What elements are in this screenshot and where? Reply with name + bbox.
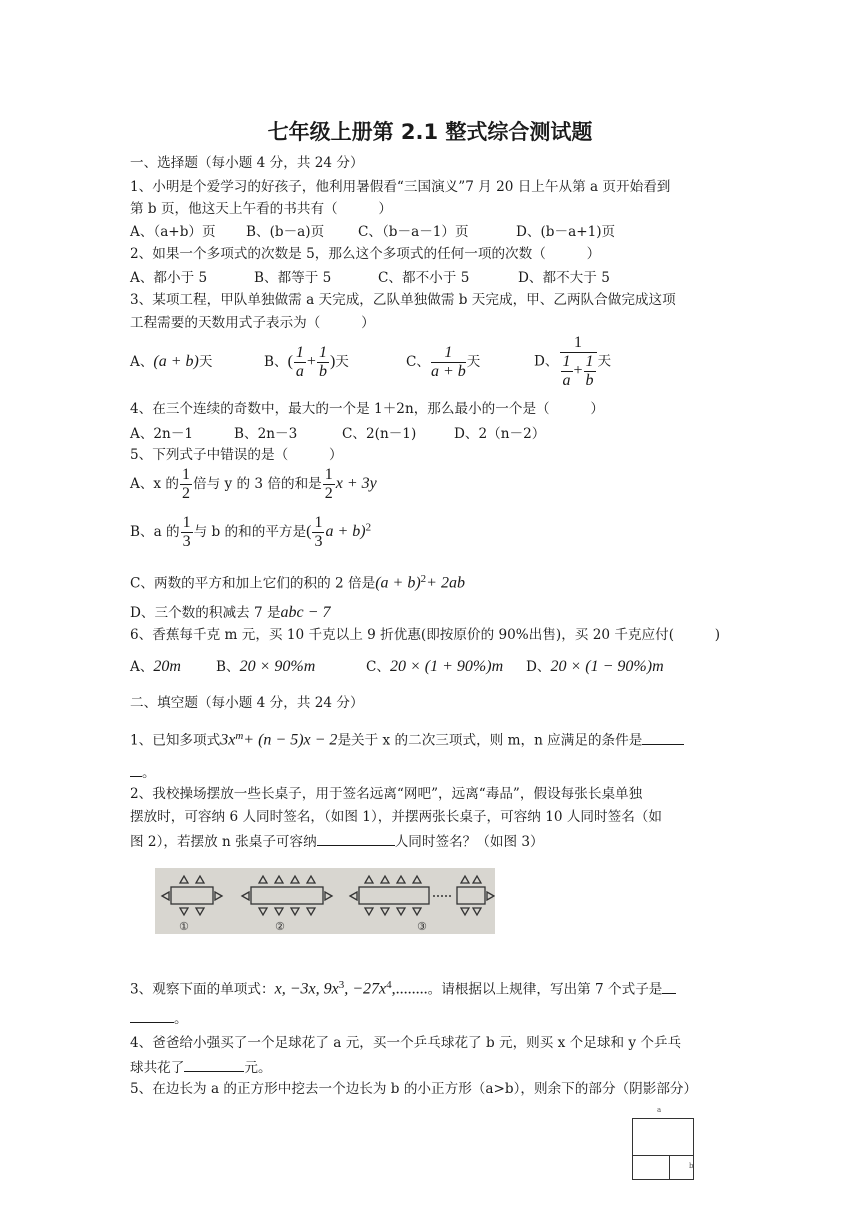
- q6-option-b: 20 × 90%m: [239, 657, 316, 675]
- q6-option-a: 20m: [153, 657, 181, 675]
- q1-stem-line2: 第 b 页，他这天上午看的书共有（ ）: [130, 201, 393, 217]
- q3-option-b-frac2: $\frac{1}{b}$: [318, 343, 327, 380]
- square-side-a-label: a: [657, 1106, 662, 1114]
- page-title: 七年级上册第 2.1 整式综合测试题: [267, 120, 593, 144]
- q2-option-a: A、都小于 5: [130, 269, 208, 286]
- q3-stem-line1: 3、某项工程，甲队单独做需 a 天完成，乙队单独做需 b 天完成，甲、乙两队合做完成这项: [130, 292, 676, 308]
- q2-options: [130, 268, 610, 287]
- q6-stem: 6、香蕉每千克 m 元，买 10 千克以上 9 折优惠(即按原价的 90%出售)，买 20 千克应付( ): [130, 627, 721, 643]
- f2-line3: 图 2），若摆放 n 张桌子可容纳 人同时签名？（如图 3）: [130, 831, 544, 851]
- f4-line1: 4、爸爸给小强买了一个足球花了 a 元，买一个乒乓球花了 b 元，则买 x 个足球和 y 个乒乓: [130, 1035, 682, 1051]
- q3-option-c-label: C、: [406, 353, 430, 370]
- q4-stem: 4、在三个连续的奇数中，最大的一个是 1＋2n，那么最小的一个是（ ）: [130, 401, 605, 417]
- q1-option-d: D、(b－a+1)页: [516, 223, 616, 240]
- f5-line1: 5、在边长为 a 的正方形中挖去一个边长为 b 的小正方形（a>b），则余下的部分（阴影部分）: [130, 1081, 698, 1097]
- q1-option-c: C、（b－a－1）页: [358, 223, 469, 240]
- square-side-b-label: b: [689, 1162, 694, 1170]
- q3-option-a-expr: (a + b): [153, 353, 199, 370]
- f1-answer-blank[interactable]: [642, 730, 684, 745]
- q6-option-d: 20 × (1 − 90%)m: [550, 657, 664, 675]
- q2-option-c: C、都不小于 5: [378, 269, 470, 286]
- fig1-label: ①: [179, 920, 189, 933]
- f4-line2: 球共花了 元。: [130, 1057, 272, 1077]
- q3-stem-line2: 工程需要的天数用式子表示为（ ）: [130, 315, 375, 331]
- q3-option-a-unit: 天: [198, 354, 213, 370]
- q5-option-c: C、两数的平方和加上它们的积的 2 倍是$(a + b)^2+ 2ab$: [130, 573, 465, 592]
- f3-line2: 。: [130, 1008, 188, 1028]
- q5-option-d: D、三个数的积减去 7 是abc − 7: [130, 604, 331, 621]
- q3-option-d-frac: 1 $\frac{1}{a}$ + $\frac{1}{b}$: [560, 334, 597, 390]
- q3-option-b-label: B、: [264, 353, 288, 370]
- q1-option-a: A、（a+b）页: [130, 223, 216, 240]
- q4-option-d: D、2（n－2）: [454, 425, 546, 442]
- q4-option-c: C、2(n－1): [342, 425, 417, 442]
- section-fill-heading: 二、填空题（每小题 4 分，共 24 分）: [130, 695, 364, 711]
- tables-figure: [155, 868, 495, 934]
- q3-option-c-frac: $\frac{1}{a + b}$: [431, 343, 466, 380]
- q3-option-d-label: D、: [534, 353, 559, 370]
- f3-answer-blank[interactable]: [662, 979, 676, 994]
- q6-options: A、20m B、20 × 90%m C、20 × (1 + 90%)m D、20 × (1 − 90%)m: [130, 657, 664, 675]
- q4-option-a: A、2n－1: [130, 425, 194, 442]
- f1-line1: 1、已知多项式$3x^m+ (n - 5)x - 2$是关于 x 的二次三项式，则 m，n 应满足的条件是: [130, 727, 684, 750]
- q6-option-c: 20 × (1 + 90%)m: [390, 657, 504, 675]
- q3-option-a-label: A、: [130, 354, 154, 370]
- f1-line2: 。: [130, 762, 156, 782]
- q5-stem: 5、下列式子中错误的是（ ）: [130, 447, 343, 463]
- q5-option-a: A、x 的 $\frac{1}{2}$ 倍与 y 的 3 倍的和是 $\frac{1}{2}$ x + 3y: [130, 466, 377, 502]
- q4-option-b: B、2n－3: [234, 425, 298, 442]
- fig2-label: ②: [275, 920, 285, 933]
- q1-option-b: B、(b－a)页: [246, 223, 325, 240]
- q1-stem-line1: 1、小明是个爱学习的好孩子，他利用暑假看“三国演义”7 月 20 日上午从第 a 页开始看到: [130, 179, 671, 195]
- q5-option-b: B、a 的 $\frac{1}{3}$ 与 b 的和的平方是( $\frac{1}{3}$ a + b)$^2$: [130, 514, 372, 550]
- f2-line2: 摆放时，可容纳 6 人同时签名，（如图 1），并摆两张长桌子，可容纳 10 人同时签名（如: [130, 809, 662, 825]
- f2-line1: 2、我校操场摆放一些长桌子，用于签名远离“网吧”，远离“毒品”，假设每张长桌单独: [130, 786, 643, 802]
- q2-option-b: B、都等于 5: [254, 269, 332, 286]
- f4-answer-blank[interactable]: [184, 1057, 244, 1072]
- q4-options: [130, 424, 545, 443]
- fig3-label: ③: [417, 920, 427, 933]
- f2-answer-blank[interactable]: [317, 831, 395, 846]
- f3-line1: 3、观察下面的单项式：x, −3x, $9x^3$, $-27x^4$,........。请根据以上规律，写出第 7 个式子是: [130, 976, 676, 999]
- q3-options: A、(a + b)天 B、( $\frac{1}{a}$ + $\frac{1}{b}$ )天 C、 $\frac{1}{a + b}$ 天 D、 1 $\frac{1}{a}$ + $\frac{1}{b}$ 天: [130, 334, 612, 389]
- square-figure: [632, 1118, 694, 1180]
- q2-option-d: D、都不大于 5: [518, 269, 610, 286]
- q2-stem: 2、如果一个多项式的次数是 5，那么这个多项式的任何一项的次数（ ）: [130, 246, 601, 262]
- section-choice-heading: 一、选择题（每小题 4 分，共 24 分）: [130, 155, 364, 171]
- q1-options: [130, 222, 615, 241]
- q3-option-b-frac1: $\frac{1}{a}$: [295, 343, 304, 380]
